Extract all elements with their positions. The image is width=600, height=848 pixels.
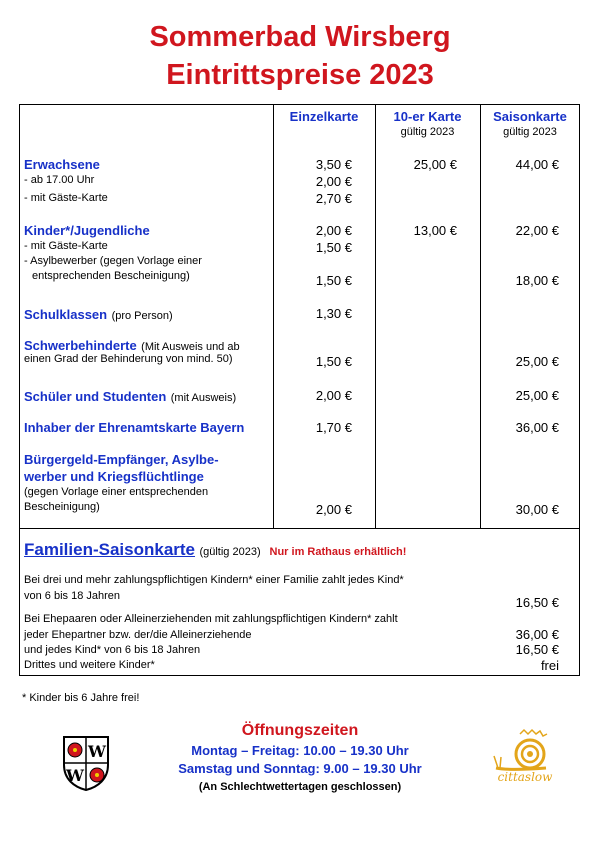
row-sublabel: - Asylbewerber (gegen Vorlage einer	[24, 255, 202, 267]
price-cell: 36,00 €	[515, 420, 559, 435]
row-sublabel: Bescheinigung)	[24, 501, 100, 513]
price-cell: 16,50 €	[515, 642, 559, 657]
price-cell: 16,50 €	[515, 595, 559, 610]
row-sublabel: entsprechenden Bescheinigung)	[32, 270, 190, 282]
column-header-saisonkarte: Saisonkarte	[493, 109, 567, 124]
price-cell: 22,00 €	[515, 223, 559, 238]
column-subheader: gültig 2023	[503, 126, 557, 138]
family-paragraph: und jedes Kind* von 6 bis 18 Jahren	[24, 644, 201, 656]
price-cell: 44,00 €	[515, 157, 559, 172]
price-cell: 1,50 €	[315, 354, 352, 369]
price-cell: 1,50 €	[315, 273, 352, 288]
price-cell: 3,50 €	[315, 157, 352, 172]
svg-text:W: W	[88, 742, 106, 761]
price-table	[19, 104, 580, 529]
price-cell: 1,70 €	[315, 420, 352, 435]
page-subtitle: Eintrittspreise 2023	[166, 59, 434, 91]
row-sublabel: - mit Gäste-Karte	[24, 240, 108, 252]
hours-weekend: Samstag und Sonntag: 9.00 – 19.30 Uhr	[178, 761, 422, 776]
row-label-buergergeld: werber und Kriegsflüchtlinge	[24, 469, 204, 484]
price-cell: frei	[540, 658, 559, 673]
row-label-schueler: Schüler und Studenten (mit Ausweis)	[24, 389, 237, 404]
family-paragraph: Bei Ehepaaren oder Alleinerziehenden mit zahlungspflichtigen Kindern* zahlt	[24, 613, 398, 625]
family-paragraph: jeder Ehepartner bzw. der/die Alleinerziehende	[24, 629, 252, 641]
price-cell: 2,00 €	[315, 502, 352, 517]
price-cell: 18,00 €	[515, 273, 559, 288]
row-label-erwachsene: Erwachsene	[24, 157, 100, 172]
price-cell: 2,00 €	[315, 223, 352, 238]
row-sublabel: - mit Gäste-Karte	[24, 192, 108, 204]
column-header-einzelkarte: Einzelkarte	[289, 109, 359, 124]
price-cell: 36,00 €	[515, 627, 559, 642]
price-cell: 2,70 €	[315, 191, 352, 206]
hours-title: Öffnungszeiten	[241, 722, 359, 739]
price-cell: 2,00 €	[315, 388, 352, 403]
column-subheader: gültig 2023	[400, 126, 455, 138]
price-cell: 30,00 €	[515, 502, 559, 517]
row-label-kinder: Kinder*/Jugendliche	[24, 223, 150, 238]
price-cell: 1,50 €	[315, 240, 352, 255]
row-label-buergergeld: Bürgergeld-Empfänger, Asylbe-	[24, 452, 219, 467]
page-title: Sommerbad Wirsberg	[149, 21, 451, 53]
price-cell: 25,00 €	[515, 354, 559, 369]
family-paragraph: von 6 bis 18 Jahren	[24, 590, 121, 602]
row-sublabel: einen Grad der Behinderung von mind. 50)	[24, 353, 233, 365]
hours-weekday: Montag – Freitag: 10.00 – 19.30 Uhr	[191, 743, 409, 758]
snail-icon	[490, 728, 560, 795]
family-ticket-box	[19, 529, 580, 676]
row-sublabel: - ab 17.00 Uhr	[24, 174, 95, 186]
coat-of-arms-icon	[62, 735, 110, 796]
row-label-ehrenamt: Inhaber der Ehrenamtskarte Bayern	[24, 420, 245, 435]
column-header-10er-karte: 10-er Karte	[393, 109, 462, 124]
price-cell: 2,00 €	[315, 174, 352, 189]
price-cell: 13,00 €	[413, 223, 457, 238]
family-ticket-heading: Familien-Saisonkarte (gültig 2023) Nur im Rathaus erhältlich!	[24, 540, 407, 559]
price-cell: 25,00 €	[515, 388, 559, 403]
family-paragraph: Drittes und weitere Kinder*	[24, 659, 155, 671]
hours-note: (An Schlechtwettertagen geschlossen)	[198, 781, 402, 793]
price-cell: 1,30 €	[315, 306, 352, 321]
family-paragraph: Bei drei und mehr zahlungspflichtigen Kindern* einer Familie zahlt jedes Kind*	[24, 574, 404, 586]
footnote: * Kinder bis 6 Jahre frei!	[22, 692, 140, 704]
svg-text:W: W	[66, 766, 84, 785]
row-sublabel: (gegen Vorlage einer entsprechenden	[24, 486, 209, 498]
row-label-schulklassen: Schulklassen (pro Person)	[24, 307, 173, 322]
cittaslow-logo-text: cittaslow	[497, 770, 553, 784]
row-label-schwerbehinderte: Schwerbehinderte (Mit Ausweis und ab	[24, 338, 240, 353]
price-cell: 25,00 €	[413, 157, 457, 172]
